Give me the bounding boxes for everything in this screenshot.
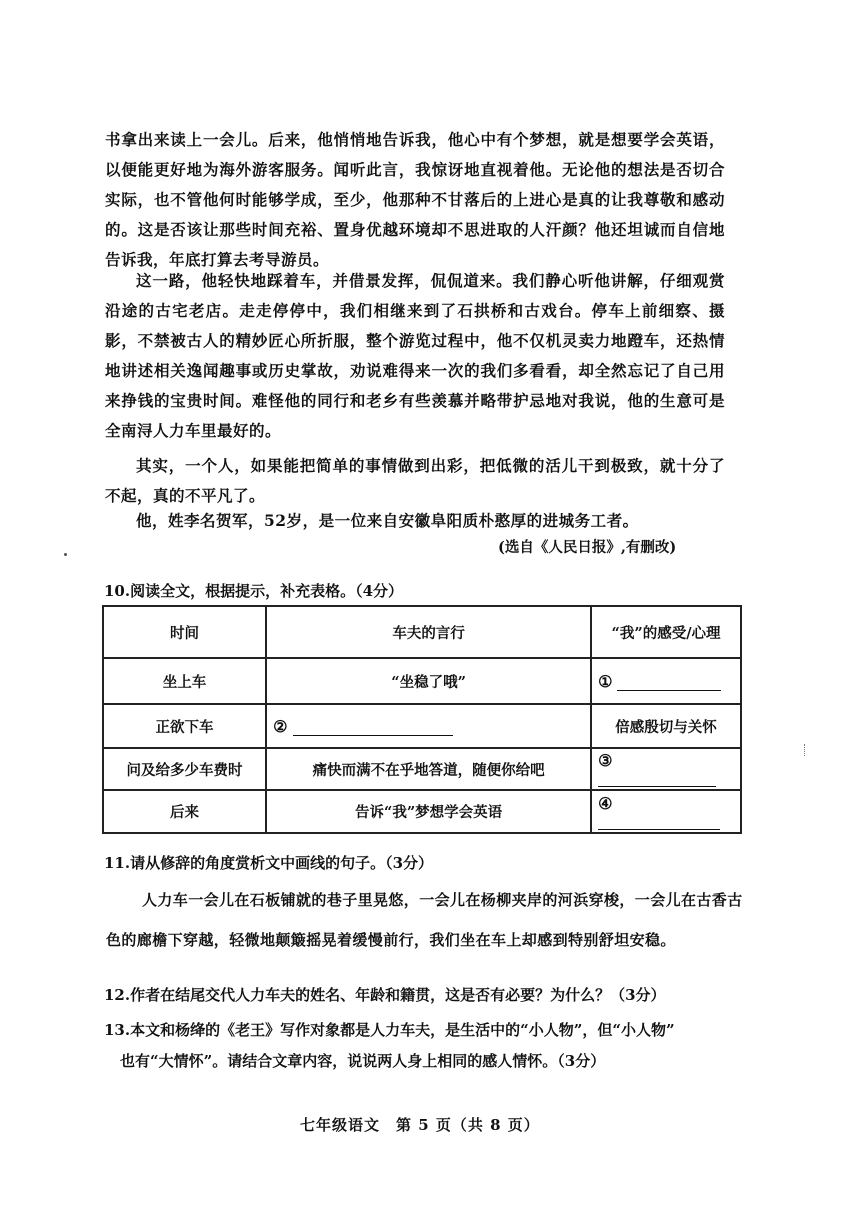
cell-time: 正欲下车 (103, 704, 266, 748)
table-header-row (103, 606, 741, 658)
circle-number: ③ (598, 751, 613, 770)
question-12-title: 12.作者在结尾交代人力车夫的姓名、年龄和籍贯，这是否有必要？为什么？（3分） (104, 986, 666, 1004)
cell-words: “坐稳了哦” (266, 658, 591, 704)
table-row (103, 748, 741, 790)
cell-feeling (591, 658, 741, 704)
header-words: 车夫的言行 (266, 606, 591, 658)
paragraph-dream: 书拿出来读上一会儿。后来，他悄悄地告诉我，他心中有个梦想，就是想要学会英语，以便能更好地为海外游客服务。闻听此言，我惊讶地直视着他。无论他的想法是否切合实际，也不管他何时能够学成，至少，他那种不甘落后的上进心是真的让我尊敬和感动的。这是否该让那些时间充裕、置身优越环境却不思进取的人汗颜？他还坦诚而自信地告诉我，年底打算去考导游员。 (105, 130, 725, 269)
paragraph-reflection: 其实，一个人，如果能把简单的事情做到出彩，把低微的活儿干到极致，就十分了不起，真的不平凡了。 (105, 456, 725, 505)
cell-words: 痛快而满不在乎地答道，随便你给吧 (266, 748, 591, 790)
paragraph-tour: 这一路，他轻快地踩着车，并借景发挥，侃侃道来。我们静心听他讲解，仔细观赏沿途的古宅老店。走走停停中，我们相继来到了石拱桥和古戏台。停车上前细察、摄影，不禁被古人的精妙匠心所折服，整个游览过程中，他不仅机灵卖力地蹬车，还热情地讲述相关逸闻趣事或历史掌故，劝说难得来一次的我们多看看，却全然忘记了自己用来挣钱的宝贵时间。难怪他的同行和老乡有些羡慕并略带护忌地对我说，他的生意可是全南浔人力车里最好的。 (105, 271, 725, 440)
cell-feeling (591, 748, 741, 790)
page-footer: 七年级语文 第 5 页（共 8 页） (300, 1116, 540, 1134)
answer-blank[interactable] (598, 815, 720, 830)
circle-number: ① (598, 671, 613, 691)
table-row (103, 790, 741, 833)
source-note: (选自《人民日报》,有删改) (498, 539, 677, 556)
cell-words (266, 704, 591, 748)
cell-feeling (591, 790, 741, 833)
scan-speck (64, 553, 67, 556)
question-11-quote: 人力车一会儿在石板铺就的巷子里晃悠，一会儿在杨柳夹岸的河浜穿梭，一会儿在古香古色的廊檐下穿越，轻微地颠簸摇晃着缓慢前行，我们坐在车上却感到特别舒坦安稳。 (106, 891, 743, 949)
circle-number: ④ (598, 793, 613, 813)
cell-time: 后来 (103, 790, 266, 833)
header-feeling: “我”的感受/心理 (591, 606, 741, 658)
cell-words: 告诉“我”梦想学会英语 (266, 790, 591, 833)
paragraph-identity: 他，姓李名贺军，52岁，是一位来自安徽阜阳质朴憨厚的进城务工者。 (136, 511, 639, 530)
question-11-title: 11.请从修辞的角度赏析文中画线的句子。（3分） (104, 854, 434, 872)
question-10-title: 10.阅读全文，根据提示，补充表格。（4分） (104, 582, 404, 600)
question-10-table (102, 605, 742, 834)
answer-blank[interactable] (598, 772, 716, 787)
scan-mark (804, 744, 807, 756)
question-13-continuation: 也有“大情怀”。请结合文章内容，说说两人身上相同的感人情怀。（3分） (120, 1052, 606, 1070)
table-row (103, 658, 741, 704)
table-row (103, 704, 741, 748)
cell-feeling: 倍感殷切与关怀 (591, 704, 741, 748)
answer-blank[interactable] (617, 676, 721, 691)
answer-blank[interactable] (293, 721, 453, 736)
header-time: 时间 (103, 606, 266, 658)
question-13-title: 13.本文和杨绛的《老王》写作对象都是人力车夫，是生活中的“小人物”，但“小人物” (104, 1021, 675, 1039)
cell-time: 坐上车 (103, 658, 266, 704)
cell-time: 问及给多少车费时 (103, 748, 266, 790)
circle-number: ② (273, 716, 288, 736)
